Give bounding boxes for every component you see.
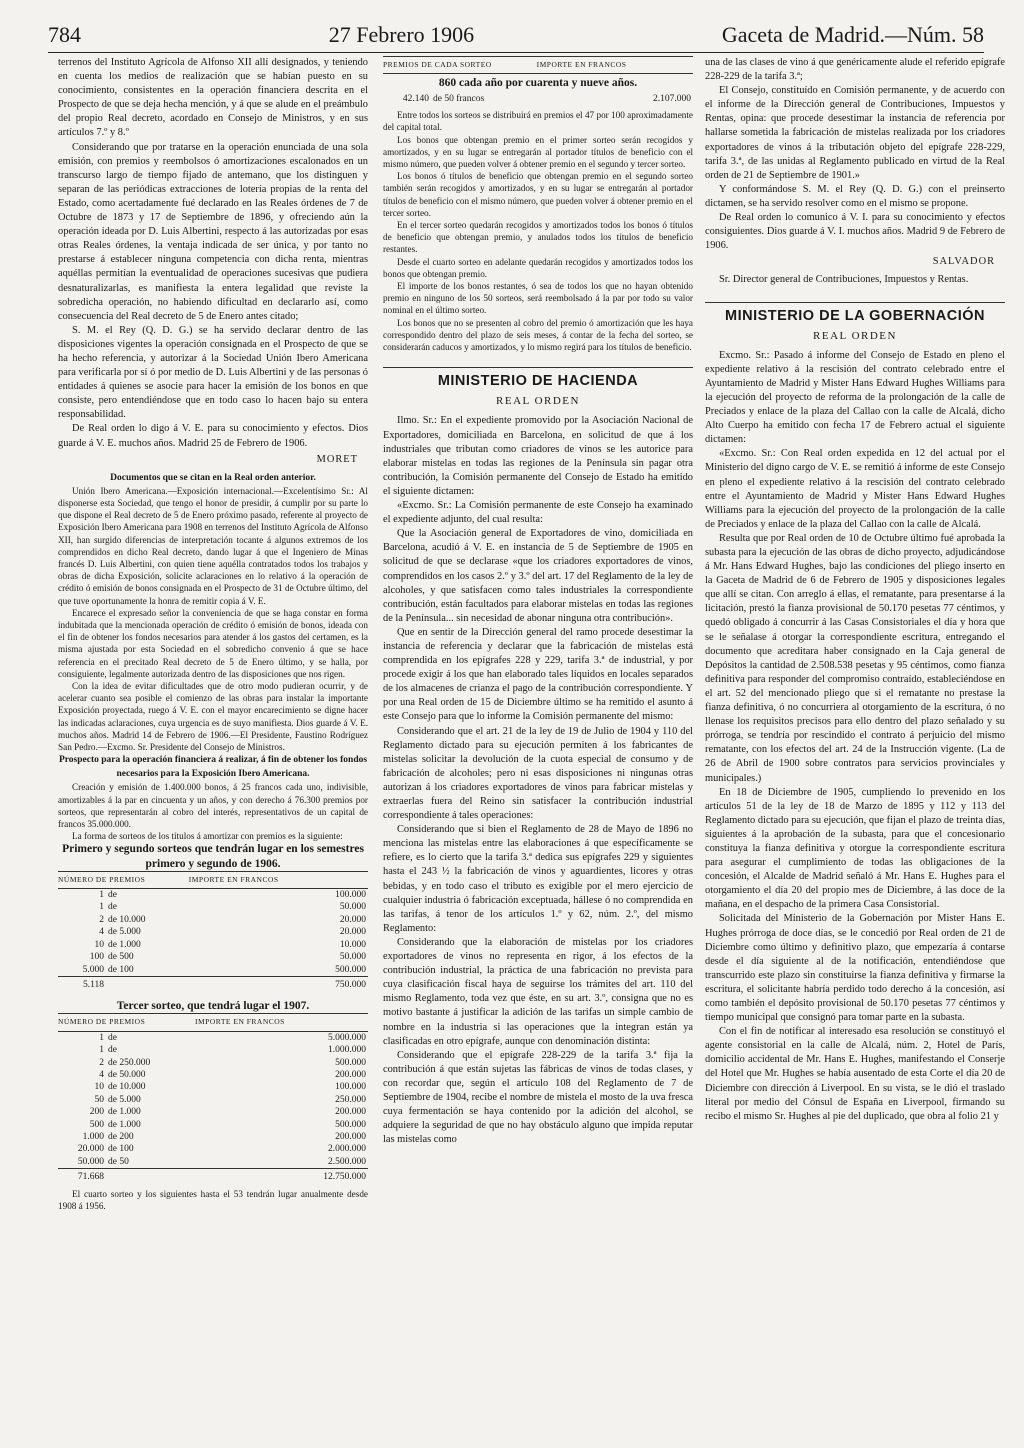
prize-amount: 2.500.000 <box>328 1156 366 1167</box>
prize-desc: de 1.000 <box>108 1119 141 1130</box>
total-count: 71.668 <box>58 1169 106 1184</box>
paragraph: De Real orden lo digo á V. E. para su conocimiento y efectos. Dios guarde á V. E. muchos años. Madrid 25 de Febrero de 1906. <box>58 423 368 449</box>
prize-amount: 500.000 <box>335 1057 366 1068</box>
prize-desc: de 10.000 <box>108 914 146 925</box>
prize-count: 4 <box>99 1070 104 1081</box>
prize-desc: de <box>108 1032 117 1043</box>
paragraph: terrenos del Instituto Agrícola de Alfonso XII allí designados, y teniendo en cuenta los medios de realización que se habían puesto en su conocimiento, consistentes en la operación financiera descrita en el Prospecto de que se deja hecha mención, y á que se alude en el preámbulo del propio Real decreto, acordado en Consejo de Ministros, y en sus artículos 7.º y 8.º <box>58 57 368 139</box>
prize-desc: de <box>108 1045 117 1056</box>
total-row <box>58 1169 368 1184</box>
prize-amount: 200.000 <box>335 1132 366 1143</box>
paragraph: El Consejo, constituído en Comisión permanente, y de acuerdo con el informe de la Dirección general de Contribuciones, Impuestos y Rentas, opina: que procede desestimar la instancia de referencia por hallarse sometida la fabricación de mistelas realizada por los criadores exportadores de vinos á la tributación objeto del epígrafe 228-229, tarifa 3.ª, de las unidas al Reglamento publicado en virtud de la Real orden de 21 de Septiembre de 1901.» <box>705 85 1005 181</box>
issue-date: 27 Febrero 1906 <box>328 22 475 47</box>
orden-heading: REAL ORDEN <box>496 395 580 408</box>
prize-amount: 200.000 <box>335 1107 366 1118</box>
paragraph: Considerando que la elaboración de mistelas por los criadores exportadores de vinos no representa en rigor, á los efectos de la contribución industrial, la práctica de una fabricación no prevista para cuya clasificación fiscal haya de seguirse los trámites del art. 110 del mismo Reglamento, toda vez que éste, en su art. 3.º, consigna que no es motivo bastante á justificar la adición de las tarifas un simple cambio de nombre en la industria si las operaciones que la integran están ya clasificadas en otro epígrafe, aunque con denominación distinta: <box>383 936 693 1047</box>
paragraph: El importe de los bonos restantes, ó sea de todos los que no hayan obtenido premio en ninguno de los 50 sorteos, será reembolsado á la par por todo su valor nominal en el último sorteo. <box>383 281 693 316</box>
prize-desc: de 50.000 <box>108 1070 146 1081</box>
column-header: NÚMERO DE PREMIOS <box>58 871 189 888</box>
prize-desc: de 50 <box>108 1156 129 1167</box>
total-spacer <box>106 976 189 991</box>
paragraph: Desde el cuarto sorteo en adelante quedarán recogidos y amortizados todos los bonos que obtengan premio. <box>383 256 693 279</box>
paragraph: En el tercer sorteo quedarán recogidos y amortizados todos los bonos ó títulos de beneficio que obtengan premio, y anulados todos los títulos de beneficio restantes. <box>383 220 693 255</box>
column-header: NÚMERO DE PREMIOS <box>58 1014 195 1031</box>
table-row <box>58 1057 368 1069</box>
prize-count: 10 <box>94 939 104 950</box>
paragraph: Unión Ibero Americana.—Exposición internacional.—Excelentísimo Sr.: Al disponerse esta Sociedad, que tengo el honor de presidir, á cumplir por su parte lo que dispone el Real decreto de 5 de Enero próximo pasado, referente al proyecto de Exposición Ibero Americana para 1908 en terrenos del Instituto Agrícola de Alfonso XII, han surgido diferencias de interpretación tocante á algunos extremos de los comprendidos en dicho Real decreto, dando lugar á que el Ingeniero de Minas francés D. Luis Albertini, con quien tiene aquélla contratados todos los trabajos y obras de dicha Exposición, solicite aclaraciones en lo relativo á la operación de crédito ó emisión de bonos consignada en el Prospecto de 31 de Octubre último, del que tuve oportunamente la honra de remitir copia á V. E. <box>58 485 368 606</box>
prize-desc: de 1.000 <box>108 1107 141 1118</box>
prize-amount: 200.000 <box>335 1070 366 1081</box>
table-row <box>58 926 368 938</box>
signature: SALVADOR <box>932 256 995 268</box>
prize-count: 2 <box>99 1057 104 1068</box>
prize-desc: de <box>108 902 117 913</box>
prize-amount: 500.000 <box>335 964 366 975</box>
prize-count: 5.000 <box>82 964 104 975</box>
prize-desc: de 50 francos <box>433 93 485 104</box>
signature: MORET <box>316 453 358 465</box>
prize-count: 1 <box>99 890 104 901</box>
column-header: PREMIOS DE CADA SORTEO <box>383 57 537 74</box>
prize-desc: de 500 <box>108 952 134 963</box>
table-row <box>58 1094 368 1106</box>
prize-amount: 50.000 <box>339 952 366 963</box>
prize-desc: de 250.000 <box>108 1057 151 1068</box>
prize-table-2 <box>58 1013 368 1183</box>
addressee: Sr. Director general de Contribuciones, Impuestos y Rentas. <box>719 274 969 286</box>
paragraph: Con la idea de evitar dificultades que de otro modo pudieran ocurrir, y de acelerar cuanto sea posible el comienzo de las obras para instalar la importante Exposición proyectada, ruego á V. E. con el mayor encarecimiento se digne hacer las indicadas aclaraciones, cuya urgencia es de suyo manifiesta. Dios guarde á V. E. muchos años. Madrid 14 de Febrero de 1906.—El Presidente, Faustino Rodríguez San Pedro.—Excmo. Sr. Presidente del Consejo de Ministros. <box>58 681 368 753</box>
paragraph: Considerando que el art. 21 de la ley de 19 de Julio de 1904 y 110 del Reglamento dictado para su ejecución permiten á los fabricantes de mistelas solicitar la devolución de la cuota especial de consumo y de fabricación de alcoholes; pero ni esas disposiciones ni ningunas otras autorizan á los criadores exportadores de vinos para fabricar mistelas y extraerlas fuera del Reino sin satisfacer la contribución industrial correspondiente á tales operaciones: <box>383 725 693 822</box>
draw-heading: Tercer sorteo, que tendrá lugar el 1907. <box>116 1000 310 1013</box>
table-row <box>58 1119 368 1131</box>
paragraph: Resulta que por Real orden de 10 de Octubre último fué aprobada la subasta para la ejecución de las obras de dicho proyecto, adjudicándose á Mr. Hans Edward Hughes, bajo las condiciones del pliego inserto en la Gaceta de Madrid de 6 de Febrero de 1905 y disposiciones legales que allí se citan. Con arreglo á ellas, el rematante, para presentarse á la licitación, prestó la fianza provisional de 50.170 pesetas 77 céntimos, y quedó obligado á concurrir á las Casas Consistoriales el día y hora que se le señalase á otorgar la correspondiente escritura, entregando el documento que acreditara haber consignado en la Caja general de Depósitos la cantidad de 2.508.538 pesetas y 95 céntimos, como fianza definitiva para responder del compromiso contraído, estableciéndose en el art. 52 del mencionado pliego que si el rematante no prestase la fianza definitiva, ó no concurriera al otorgamiento de la escritura, ó no llenase los requisitos precisos para ello dentro del plazo señalado y su prórroga, se tendría por rescindido el contrato á perjuicio del mismo rematante, con los efectos del art. 24 de la Instrucción vigente. (La de 26 de Abril de 1900 sobre contratos para servicios provinciales y municipales.) <box>705 532 1005 784</box>
prize-count: 4 <box>99 927 104 938</box>
prize-count: 42.140 <box>402 93 429 104</box>
prize-amount: 1.000.000 <box>328 1045 366 1056</box>
table-row <box>58 914 368 926</box>
paragraph: En 18 de Diciembre de 1905, cumpliendo lo prevenido en los artículos 51 de la ley de 18 de Marzo de 1895 y 112 y 113 del Reglamento dictado para su ejecución, que fijan el plazo de treinta días, siguientes á la aprobación de la subasta, para que el concesionario constituya la fianza definitiva y otorgue la correspondiente escritura para asegurar el cumplimiento de todas las obligaciones de la concesión, el Alcalde de Madrid señaló á Mr. Hans E. Hughes para el otorgamiento el día 20 del propio mes de Diciembre, á las doce de la mañana, en el despacho de la primera Casa Consistorial. <box>705 786 1005 911</box>
table-row <box>58 951 368 963</box>
total-row <box>58 976 368 991</box>
total-amount: 12.750.000 <box>195 1169 368 1184</box>
paragraph: Excmo. Sr.: Pasado á informe del Consejo de Estado en pleno el expediente relativo á la rescisión del contrato celebrado entre el Ayuntamiento de Madrid y Mister Hans Edward Hughes Williams para la ejecución del proyecto de reforma de la prolongación de la calle de Preciados y enlace de la plaza del Callao con la calle de Alcalá, dicho Alto Cuerpo ha emitido con fecha 17 de Febrero actual el siguiente dictamen: <box>705 349 1005 446</box>
paragraph: Los bonos que no se presenten al cobro del premio ó amortización que les haya correspondido dentro del plazo de seis meses, á contar de la fecha del sorteo, se considerarán caducos y amortizados, y lo mismo regirá para los títulos de beneficio. <box>383 317 693 353</box>
ministry-heading: MINISTERIO DE HACIENDA <box>383 367 693 388</box>
total-spacer <box>106 1169 195 1184</box>
prize-count: 10 <box>94 1082 104 1093</box>
prize-count: 100 <box>89 952 104 963</box>
paragraph: Encarece el expresado señor la conveniencia de que se haga constar en forma indubitada que la mencionada operación de crédito ó emisión de bonos, ideada con el fin de obtener los fondos necesarios para atender á los gastos del certamen, es la misma ajustada por esta Sociedad en el sobredicho convenio á que se hace referencia en el precitado Real decreto de 5 de Enero último, y se halla, por consiguiente, legalmente autorizada dentro de las disposiciones que nos rigen. <box>58 607 368 679</box>
column-3 <box>705 56 1005 1441</box>
table-row <box>58 1081 368 1093</box>
prize-amount: 50.000 <box>339 902 366 913</box>
table-row <box>58 1156 368 1169</box>
prize-count: 50.000 <box>77 1156 104 1167</box>
table-row <box>58 1131 368 1143</box>
paragraph: Con el fin de notificar al interesado esa resolución se constituyó el agente consistorial en la calle de Alcalá, núm. 2, Hotel de París, domicilio accidental de Mr. Hans E. Hughes, manifestando el Conserje del Hotel que Mr. Hughes se había ausentado de esta Corte el día 20 de Diciembre con dirección á Liverpool. En su vista, se le dió el traslado literal por medio del Cónsul de España en Liverpool, firmando su recibo el mismo Sr. Hughes al pie del duplicado, que obra al folio 21 y <box>705 1026 1005 1122</box>
prize-amount: 100.000 <box>335 890 366 901</box>
prize-desc: de 200 <box>108 1132 134 1143</box>
prize-amount: 5.000.000 <box>328 1032 366 1043</box>
prize-amount: 10.000 <box>339 939 366 950</box>
prize-count: 1 <box>99 902 104 913</box>
prize-desc: de 5.000 <box>108 1094 141 1105</box>
ministry-heading: MINISTERIO DE LA GOBERNACIÓN <box>705 302 1005 323</box>
paragraph: Creación y emisión de 1.400.000 bonos, á 25 francos cada uno, indivisible, amortizables á la par en cincuenta y un años, y con derecho á 76.300 premios por sorteos, que representarán al cobro del interés, representativos de un capital de francos 35.000.000. <box>58 782 368 830</box>
total-count: 5.118 <box>58 976 106 991</box>
table-row <box>58 1044 368 1056</box>
draw-heading: 860 cada año por cuarenta y nueve años. <box>438 77 638 90</box>
paragraph: Considerando que por tratarse en la operación enunciada de una sola emisión, con premios y reembolsos ó amortizaciones escalonados en un transcurso largo de tiempo fijado de antemano, que los distinguen y separan de las periódicas extracciones de lotería propias de la renta del Estado, como acertadamente fué declarado en las Reales órdenes de 7 de Octubre de 1873 y 17 de Septiembre de 1896, y ofreciendo aún la operación ideada por D. Luis Albertini, respecto á las autorizadas por esas otras Reales órdenes, la ventaja indicada de ser única, y por tanto no prestarse á establecer ninguna competencia con dicha renta, mientras aquéllas permitían la eventualidad de operaciones sucesivas que pudiera desnaturalizarlas, es manifiesta la entera legalidad que reviste la sobredicha operación, no habiendo dificultad en declararlo así, como consecuencia del Real decreto de 5 de Enero antes citado; <box>58 141 368 322</box>
column-1 <box>58 56 368 1441</box>
table-row <box>58 964 368 977</box>
prize-amount: 20.000 <box>339 914 366 925</box>
prize-table-3 <box>383 56 693 105</box>
paragraph: Los bonos que obtengan premio en el primer sorteo serán recogidos y amortizados, y en su lugar se entregarán al portador títulos de beneficio con el mismo número, que pueden volver á obtener premio en el segundo y tercer sorteo. <box>383 134 693 170</box>
paragraph: Y conformándose S. M. el Rey (Q. D. G.) con el preinserto dictamen, se ha servido resolver como en el mismo se propone. <box>705 183 1005 209</box>
prize-table-1 <box>58 871 368 992</box>
prize-amount: 20.000 <box>339 927 366 938</box>
column-header: IMPORTE EN FRANCOS <box>195 1014 368 1031</box>
prize-count: 500 <box>89 1119 104 1130</box>
paragraph: «Excmo. Sr.: Con Real orden expedida en 12 del actual por el Ministerio del digno cargo de V. E. se remitió á informe de este Consejo en pleno el expediente relativo á la rescisión del contrato celebrado entre el Ayuntamiento de Madrid y Mister Hans Edward Hughes Williams para la ejecución del proyecto de la prolongación de la calle de Preciados y enlace de la plaza del Callao con la calle de Alcalá. <box>705 448 1005 530</box>
paragraph: Entre todos los sorteos se distribuirá en premios el 47 por 100 aproximadamente del capital total. <box>383 110 693 133</box>
table-row <box>58 1069 368 1081</box>
prize-amount: 100.000 <box>335 1082 366 1093</box>
section-heading: Documentos que se citan en la Real orden anterior. <box>110 472 316 483</box>
prize-count: 2 <box>99 914 104 925</box>
prize-desc: de <box>108 890 117 901</box>
table-row <box>58 1143 368 1155</box>
column-2 <box>383 56 693 1441</box>
table-row <box>383 93 693 105</box>
total-amount: 750.000 <box>189 976 368 991</box>
orden-heading: REAL ORDEN <box>813 329 897 342</box>
table-row <box>58 889 368 902</box>
prize-count: 1 <box>99 1032 104 1043</box>
page-number: 784 <box>48 22 81 47</box>
prize-desc: de 5.000 <box>108 927 141 938</box>
prize-amount: 250.000 <box>335 1094 366 1105</box>
prize-desc: de 10.000 <box>108 1082 146 1093</box>
column-header: IMPORTE EN FRANCOS <box>189 871 368 888</box>
prize-count: 20.000 <box>77 1144 104 1155</box>
paragraph: Los bonos ó títulos de beneficio que obtengan premio en el segundo sorteo también serán recogidos y amortizados, y en su lugar se entregarán al portador títulos de beneficio con el mismo número, que pueden volver á obtener premio en el tercer sorteo. <box>383 171 693 218</box>
paragraph: una de las clases de vino á que genéricamente alude el referido epígrafe 228-229 de la tarifa 3.ª; <box>705 57 1005 83</box>
column-header: IMPORTE EN FRANCOS <box>537 57 693 74</box>
section-heading: Prospecto para la operación financiera á realizar, á fin de obtener los fondos necesarios para la Exposición Ibero Americana. <box>58 755 368 780</box>
prize-amount: 2.107.000 <box>653 93 691 104</box>
prize-amount: 2.000.000 <box>328 1144 366 1155</box>
prize-amount: 500.000 <box>335 1119 366 1130</box>
prize-count: 1 <box>99 1045 104 1056</box>
paragraph: Solicitada del Ministerio de la Gobernación por Mister Hans E. Hughes prórroga de doce días, se le concedió por Real orden de 21 de Diciembre como último y definitivo plazo, que empezaría á contarse desde el día siguiente al de la notificación, entendiéndose que transcurrido este plazo sin constituirse la fianza definitiva y firmarse la escritura, el solicitante habría perdido todo derecho á la concesión, así como también el depósito provisional de 50.170 pesetas 77 céntimos y tiempo municipal que consignó para tomar parte en la subasta. <box>705 913 1005 1024</box>
table-row <box>58 901 368 913</box>
paragraph: El cuarto sorteo y los siguientes hasta el 53 tendrán lugar anualmente desde 1908 á 1956. <box>58 1188 368 1211</box>
prize-count: 50 <box>94 1094 104 1105</box>
prize-desc: de 100 <box>108 1144 134 1155</box>
publication-title: Gaceta de Madrid.—Núm. 58 <box>721 22 984 47</box>
paragraph: Considerando que el epígrafe 228-229 de la tarifa 3.ª fija la contribución á que están sujetas las fábricas de vinos de todas clases, y con recordar que, según el artículo 108 del Reglamento de 7 de Septiembre de 1904, recibe el nombre de mistela el mosto de la uva fresca cuya fermentación se haya contenido por la adición del alcohol, se adquiere la seguridad de que no hay obstáculo alguno que impida reputar las mistelas como <box>383 1049 693 1146</box>
paragraph: «Excmo. Sr.: La Comisión permanente de este Consejo ha examinado el expediente adjunto, del cual resulta: <box>383 500 693 526</box>
page-header <box>48 10 984 53</box>
paragraph: Considerando que si bien el Reglamento de 28 de Mayo de 1896 no menciona las mistelas entre las elaboraciones á que específicamente se refiere, es lo cierto que la tarifa 3.ª dedica sus epígrafes 229 y siguientes hasta el 243 ½ la fabricación de vinos y aguardientes, licores y otras bebidas, y en todo caso el tributo es exigible por el mero ejercicio de cualquier industria ó fabricación exceptuada, hállese ó no comprendida en las tarifas, á tenor de los artículos 1.º y 62, núm. 2.º, del mismo Reglamento: <box>383 824 693 934</box>
table-row <box>58 1031 368 1044</box>
paragraph: La forma de sorteos de los títulos á amortizar con premios es la siguiente: <box>72 831 343 842</box>
paragraph: Que en sentir de la Dirección general del ramo procede desestimar la instancia de referencia y declarar que la fabricación de mistelas está comprendida en los epígrafes 228 y 229, tarifa 3.ª de industrial, y por procede exigir á los que han elaborado tales líquidos en locales separados de los almacenes de crianza el pago de la contribución correspondiente. Y por una Real orden de 15 de Diciembre último se ha remitido el asunto á este Consejo para que lo informe la Comisión permanente del mismo: <box>383 626 693 723</box>
prize-count: 200 <box>89 1107 104 1118</box>
draw-heading: Primero y segundo sorteos que tendrán lugar en los semestres primero y segundo de 1906. <box>62 843 364 870</box>
paragraph: Que la Asociación general de Exportadores de vino, domiciliada en Barcelona, acudió á V. E. en instancia de 5 de Septiembre de 1905 en solicitud de que se declarase «que los criadores exportadores de vinos, comprendidos en los casos 2.º y 3.º del art. 17 del Reglamento de la ley de alcoholes, y que satisfacen como tales industriales la correspondiente contribución, están facultados para elaborar mistelas en todas las regiones de la Península... sin necesidad de abonar ninguna otra contribución». <box>383 528 693 624</box>
prize-desc: de 1.000 <box>108 939 141 950</box>
paragraph: S. M. el Rey (Q. D. G.) se ha servido declarar dentro de las disposiciones vigentes la operación consignada en el Prospecto de que se ha hecho referencia, y autorizar á la Sociedad Unión Ibero Americana para verificarla por sí ó por medio de D. Luis Albertini y de las personas ó entidades á quienes se asocie para hacer la emisión de los bonos en que consiste, pero entendiéndose que en todo caso lo hacen bajo su entera responsabilidad. <box>58 324 368 421</box>
prize-desc: de 100 <box>108 964 134 975</box>
paragraph: De Real orden lo comunico á V. I. para su conocimiento y efectos consiguientes. Dios guarde á V. I. muchos años. Madrid 9 de Febrero de 1906. <box>705 212 1005 252</box>
table-row <box>58 1106 368 1118</box>
paragraph: Ilmo. Sr.: En el expediente promovido por la Asociación Nacional de Exportadores, domiciliada en Barcelona, en solicitud de que á los industriales que tributan como criadores de vinos se les autorice para elaborar mistelas en todas las regiones de la Península sin pagar otra contribución, la Comisión permanente del Consejo de Estado ha emitido el siguiente dictamen: <box>383 415 693 497</box>
table-row <box>58 939 368 951</box>
prize-count: 1.000 <box>82 1132 104 1143</box>
